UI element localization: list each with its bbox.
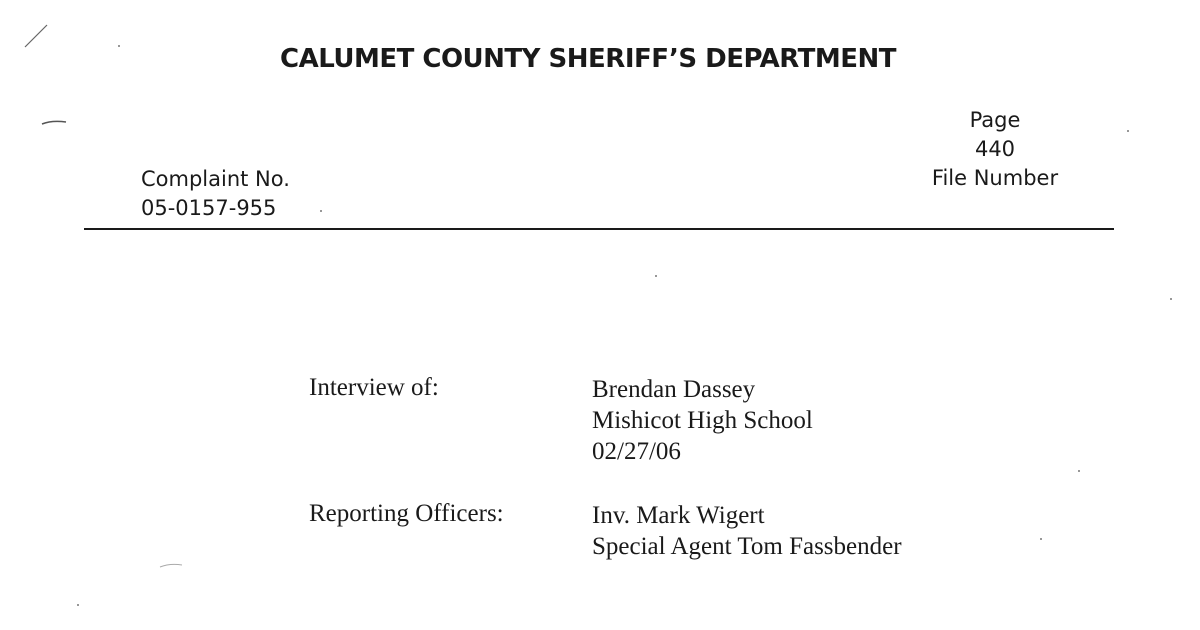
scan-speck (1127, 130, 1129, 132)
header-divider (84, 228, 1114, 230)
reporting-officers-values (592, 500, 902, 562)
page-info (900, 106, 1090, 193)
scan-stroke-left (42, 121, 66, 124)
interview-label: Interview of: (309, 374, 439, 401)
reporting-officers-label: Reporting Officers: (309, 500, 504, 527)
officer-name: Inv. Mark Wigert (592, 502, 765, 529)
scan-speck (655, 275, 657, 277)
department-title: CALUMET COUNTY SHERIFF’S DEPARTMENT (280, 44, 896, 74)
scan-stroke-bottom-left (160, 564, 182, 567)
complaint-number: 05-0157-955 (141, 196, 277, 220)
complaint-info (141, 165, 290, 223)
scan-speck (77, 604, 79, 606)
interview-date: 02/27/06 (592, 438, 681, 465)
page-label: Page (969, 108, 1021, 132)
complaint-label: Complaint No. (141, 167, 290, 191)
scan-speck (1040, 538, 1042, 540)
page-number: 440 (974, 137, 1016, 161)
file-number-label: File Number (931, 166, 1059, 190)
scan-speck (1170, 298, 1172, 300)
officer-name: Special Agent Tom Fassbender (592, 533, 902, 560)
interview-values (592, 374, 813, 467)
scan-speck (1078, 470, 1080, 472)
interviewee-name: Brendan Dassey (592, 376, 756, 403)
interview-location: Mishicot High School (592, 407, 813, 434)
scan-speck (320, 210, 322, 212)
